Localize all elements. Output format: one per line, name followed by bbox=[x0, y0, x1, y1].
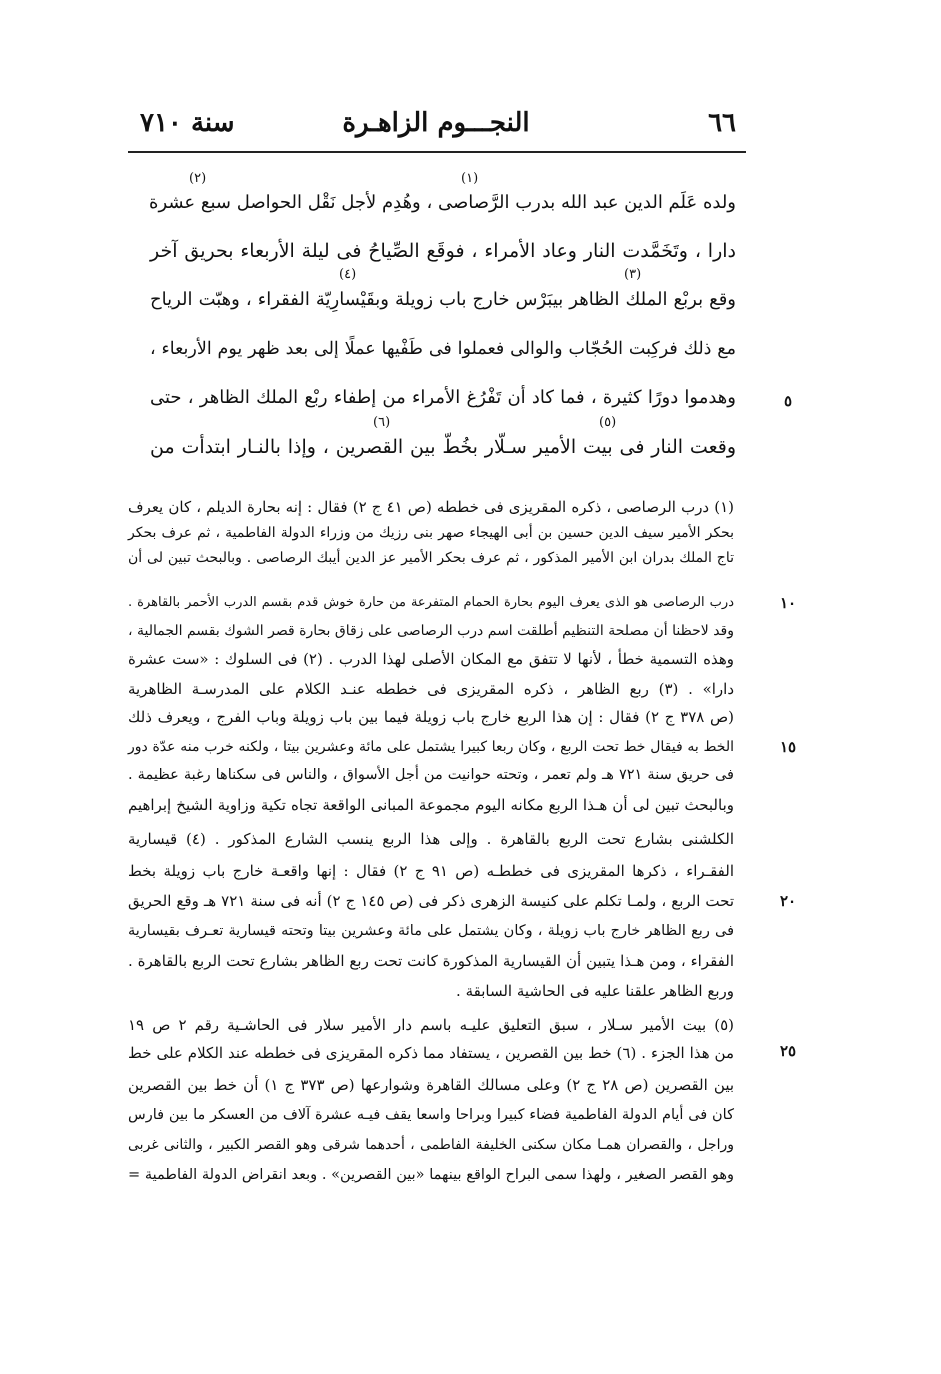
footnote-line: (٥) بيت الأمير سـلار ، سبق التعليق عليـه باسم دار الأمير سلار فى الحاشـية رقم ٢ ص ١٩ bbox=[128, 1016, 734, 1034]
note-marker: (٣) bbox=[624, 267, 642, 282]
footnote-line: تاج الملك بدران ابن الأمير المذكور ، ثم عرف بحكر الأمير عز الدين أيبك الرصاصى . وبالبحث تبين لى أن bbox=[128, 550, 734, 566]
footnote-line: الكلشنى بشارع تحت الربع بالقاهرة . وإلى هذا الربع ينسب الشارع المذكور . (٤) قيسارية bbox=[128, 830, 734, 848]
note-marker: (٦) bbox=[373, 415, 391, 430]
footnote-line: وقد لاحظنا أن مصلحة التنظيم أطلقت اسم درب الرصاصى على زقاق بحارة قصر الشوك بقسم الجمالية ، bbox=[128, 623, 734, 639]
footnote-line: بين القصرين (ص ٢٨ ج ٢) وعلى مسالك القاهرة وشوارعها (ص ٣٧٣ ج ١) أن خط بين القصرين bbox=[128, 1076, 735, 1094]
footnote-line: وبالبحث تبين لى أن هـذا الربع مكانه اليوم مجموعة المبانى الواقعة تجاه تكية وزاوية الشيخ إبراهيم bbox=[128, 796, 734, 814]
page-number: ٦٦ bbox=[708, 108, 736, 138]
footnote-line: (١) درب الرصاصى ، ذكره المقريزى فى خططه (ص ٤١ ج ٢) فقال : إنه بحارة الديلم ، كان يعرف bbox=[128, 498, 735, 516]
footnote-line: من هذا الجزء . (٦) خط بين القصرين ، يستفاد مما ذكره المقريزى فى خططه عند الكلام على خط bbox=[128, 1044, 734, 1062]
text-line: وقع بربْع الملك الظاهر بيبَرْس خارج باب زويلة وبقَيْسارِيّة الفقراء ، وهبّت الرياح bbox=[150, 289, 736, 310]
header-rule bbox=[128, 151, 746, 153]
footnote-line: بحكر الأمير سيف الدين حسين بن أبى الهيجاء صهر بنى رزيك من وزراء الدولة الفاطمية ، ثم عرف بحكر bbox=[128, 525, 734, 541]
text-line: وهدموا دورًا كثيرة ، فما كاد أن تَفْرُغ الأمراء من إطفاء ربْع الملك الظاهر ، حتى bbox=[150, 387, 736, 408]
text-line: ولده عَلَم الدين عبد الله بدرب الرَّصاصى ، وهُدِم لأجل نَقْل الحواصل سبع عشرة bbox=[149, 192, 736, 213]
note-marker: (١) bbox=[461, 171, 479, 186]
text-line: مع ذلك فركِبت الحُجّاب والوالى فعملوا فى طَفْيها عملًا إلى بعد ظهر يوم الأربعاء ، bbox=[150, 339, 736, 359]
year-label: سنة ٧١٠ bbox=[140, 108, 235, 138]
text-line: دارا ، وتَخَمَّدت النار وعاد الأمراء ، فوقَع الصِّياحُ فى ليلة الأربعاء بحريق آخر bbox=[150, 240, 736, 262]
text-line: وقعت النار فى بيت الأمير سـلّار بخُطّ بين القصرين ، وإذا بالنـار ابتدأت من bbox=[150, 436, 736, 458]
margin-line-number: ١٥ bbox=[779, 738, 797, 756]
footnote-line: دارا» . (٣) ربع الظاهر ، ذكره المقريزى فى خططه عنـد الكلام على المدرسـة الظاهرية bbox=[128, 680, 734, 698]
margin-line-number: ٥ bbox=[783, 392, 793, 410]
footnote-line: فى حريق سنة ٧٢١ هـ ولم تعمر ، وتحته حوانيت من أجل الأسواق ، والناس فى سكناها رغبة عظيمة . bbox=[128, 767, 734, 783]
footnote-line: وراجل ، والقصران همـا مكان سكنى الخليفة الفاطمى ، أحدهما شرقى وهو القصر الكبير ، والثانى غربى bbox=[128, 1137, 734, 1153]
note-marker: (٥) bbox=[599, 415, 617, 430]
footnote-line: وهو القصر الصغير ، ولهذا سمى البراح الواقع بينهما «بين القصرين» . وبعد انقراض الدولة الفاطمية = bbox=[128, 1167, 734, 1183]
footnote-line: وربع الظاهر علقنا عليه فى الحاشية السابقة . bbox=[456, 982, 734, 1000]
footnote-line: الفقراء ، ومن هـذا يتبين أن القيسارية المذكورة كانت تحت ربع الظاهر بشارع تحت الربع بالقاهرة . bbox=[128, 952, 734, 970]
footnote-line: (ص ٣٧٨ ج ٢) فقال : إن هذا الربع خارج باب زويلة فيما بين باب زويلة وباب الفرج ، ويعرف ذلك bbox=[128, 708, 735, 726]
footnote-line: تحت الربع ، ولمـا تكلم على كنيسة الزهرى ذكر فى (ص ١٤٥ ج ٢) أنه فى سنة ٧٢١ هـ وقع الحريق bbox=[128, 892, 735, 910]
footnote-line: درب الرصاصى هو الذى يعرف اليوم بحارة الحمام المتفرعة من حارة خوش قدم بقسم الدرب الأحمر بالقاهرة . bbox=[128, 595, 734, 610]
margin-line-number: ٢٠ bbox=[779, 892, 797, 910]
footnote-line: الفقـراء ، ذكرها المقريزى فى خططـه (ص ٩١ ج ٢) فقال : إنها واقعـة خارج باب زويلة بخط bbox=[128, 862, 735, 880]
margin-line-number: ٢٥ bbox=[779, 1042, 797, 1060]
running-title: النجـــوم الزاهـرة bbox=[342, 108, 530, 138]
footnote-line: الخط به فيقال خط تحت الربع ، وكان ربعا كبيرا يشتمل على مائة وعشرين بيتا ، ولكنه خرب منه عدّة دور bbox=[128, 739, 734, 755]
footnote-line: وهذه التسمية خطأ ، لأنها لا تتفق مع المكان الأصلى لهذا الدرب . (٢) فى السلوك : «ست عشرة bbox=[128, 650, 734, 668]
note-marker: (٢) bbox=[189, 171, 207, 186]
margin-line-number: ١٠ bbox=[779, 594, 797, 612]
footnote-line: كان فى أيام الدولة الفاطمية فضاء كبيرا وبراحا واسعا يقف فيـه عشرة آلاف من العسكر ما بين فارس bbox=[128, 1107, 734, 1123]
note-marker: (٤) bbox=[339, 267, 357, 282]
footnote-line: فى ربع الظاهر خارج باب زويلة ، وكان يشتمل على مائة وعشرين بيتا وتحته قيسارية تعـرف بقيسارية bbox=[128, 923, 734, 939]
running-header bbox=[128, 108, 744, 148]
